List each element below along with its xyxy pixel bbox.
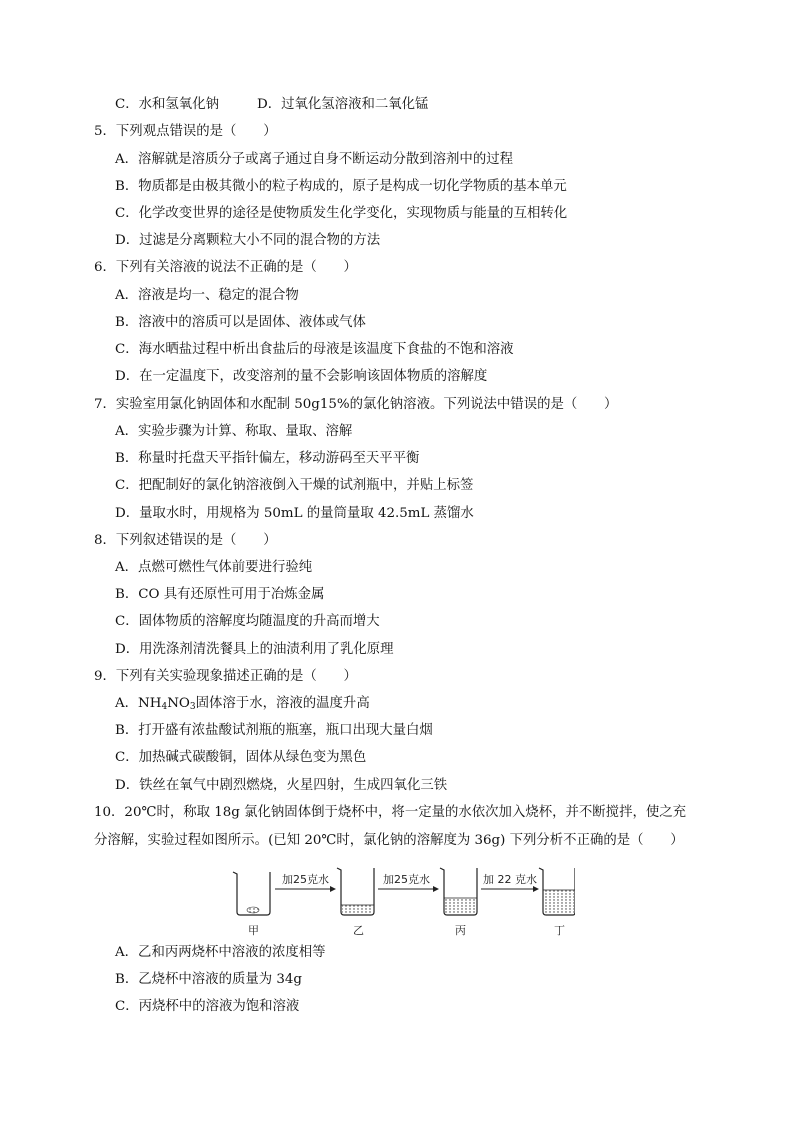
- question-9-stem: 9．下列有关实验现象描述正确的是（ ）: [94, 669, 357, 684]
- question-9-option-c: C．加热碱式碳酸铜，固体从绿色变为黑色: [115, 750, 367, 765]
- question-5-option-d: D．过滤是分离颗粒大小不同的混合物的方法: [115, 233, 381, 248]
- question-7-option-b: B．称量时托盘天平指针偏左，移动游码至天平平衡: [115, 451, 420, 466]
- salt-pile: [247, 907, 259, 913]
- beaker-yi: [337, 868, 374, 915]
- question-10-option-b: B．乙烧杯中溶液的质量为 34g: [115, 972, 303, 987]
- subscript-3: 3: [189, 702, 196, 712]
- question-7-option-c: C．把配制好的氯化钠溶液倒入干燥的试剂瓶中，并贴上标签: [115, 478, 474, 493]
- question-8-option-b: B．CO 具有还原性可用于冶炼金属: [115, 587, 325, 602]
- prev-option-d: D．过氧化氢溶液和二氧化锰: [257, 97, 429, 112]
- beaker-ding: [539, 868, 575, 915]
- arrow-step-3: [481, 886, 539, 892]
- beaker-label-yi: 乙: [353, 924, 364, 937]
- step-1-label: 加25克水: [282, 873, 329, 886]
- question-10-stem-line1: 10．20℃时，称取 18g 氯化钠固体倒于烧杯中，将一定量的水依次加入烧杯，并不断搅拌，使之充: [94, 805, 687, 820]
- question-10-stem-line2: 分溶解，实验过程如图所示。(已知 20℃时，氯化钠的溶解度为 36g) 下列分析不正确的是（ ）: [94, 833, 684, 848]
- question-9-option-a: [115, 695, 370, 716]
- solution-ding: [544, 890, 574, 914]
- solution-bing: [445, 898, 476, 914]
- step-2-label: 加25克水: [383, 873, 430, 886]
- beaker-label-ding: 丁: [554, 924, 565, 937]
- question-10-option-a: A．乙和丙两烧杯中溶液的浓度相等: [115, 945, 326, 960]
- question-5-option-a: A．溶解就是溶质分子或离子通过自身不断运动分散到溶剂中的过程: [115, 152, 513, 167]
- question-8-option-d: D．用洗涤剂清洗餐具上的油渍利用了乳化原理: [115, 642, 394, 657]
- question-10-option-c: C．丙烧杯中的溶液为饱和溶液: [115, 999, 300, 1014]
- arrow-step-1: [275, 886, 336, 892]
- beaker-bing: [440, 868, 477, 915]
- beaker-label-jia: 甲: [248, 924, 259, 937]
- arrow-step-2: [378, 886, 439, 892]
- beaker-jia: [233, 872, 270, 915]
- question-6-stem: 6．下列有关溶液的说法不正确的是（ ）: [94, 260, 357, 275]
- question-6-option-d: D．在一定温度下，改变溶剂的量不会影响该固体物质的溶解度: [115, 369, 488, 384]
- question-9-option-d: D．铁丝在氧气中剧烈燃烧，火星四射，生成四氧化三铁: [115, 778, 448, 793]
- question-9-option-b: B．打开盛有浓盐酸试剂瓶的瓶塞，瓶口出现大量白烟: [115, 723, 433, 738]
- beaker-experiment-diagram: [225, 860, 575, 940]
- question-5-stem: 5．下列观点错误的是（ ）: [94, 124, 277, 139]
- question-7-stem: 7．实验室用氯化钠固体和水配制 50g15%的氯化钠溶液。下列说法中错误的是（ ）: [94, 397, 618, 412]
- option-a-text: NO: [167, 696, 190, 711]
- question-6-option-c: C．海水晒盐过程中析出食盐后的母液是该温度下食盐的不饱和溶液: [115, 342, 514, 357]
- question-6-option-b: B．溶液中的溶质可以是固体、液体或气体: [115, 315, 366, 330]
- question-8-option-a: A．点燃可燃性气体前要进行验纯: [115, 560, 313, 575]
- question-7-option-d: D．量取水时，用规格为 50mL 的量筒量取 42.5mL 蒸馏水: [115, 506, 474, 521]
- beaker-label-bing: 丙: [455, 924, 466, 937]
- question-8-option-c: C．固体物质的溶解度均随温度的升高而增大: [115, 614, 380, 629]
- prev-option-c: C．水和氢氧化钠: [115, 97, 219, 112]
- option-a-text: A．NH: [115, 696, 162, 711]
- question-5-option-c: C．化学改变世界的途径是使物质发生化学变化，实现物质与能量的互相转化: [115, 206, 568, 221]
- question-6-option-a: A．溶液是均一、稳定的混合物: [115, 288, 299, 303]
- option-a-text: 固体溶于水，溶液的温度升高: [195, 696, 370, 711]
- question-5-option-b: B．物质都是由极其微小的粒子构成的，原子是构成一切化学物质的基本单元: [115, 179, 567, 194]
- question-7-option-a: A．实验步骤为计算、称取、量取、溶解: [115, 424, 353, 439]
- solution-yi: [342, 905, 373, 914]
- subscript-4: 4: [161, 702, 168, 712]
- step-3-label: 加 22 克水: [483, 873, 537, 886]
- question-8-stem: 8．下列叙述错误的是（ ）: [94, 533, 277, 548]
